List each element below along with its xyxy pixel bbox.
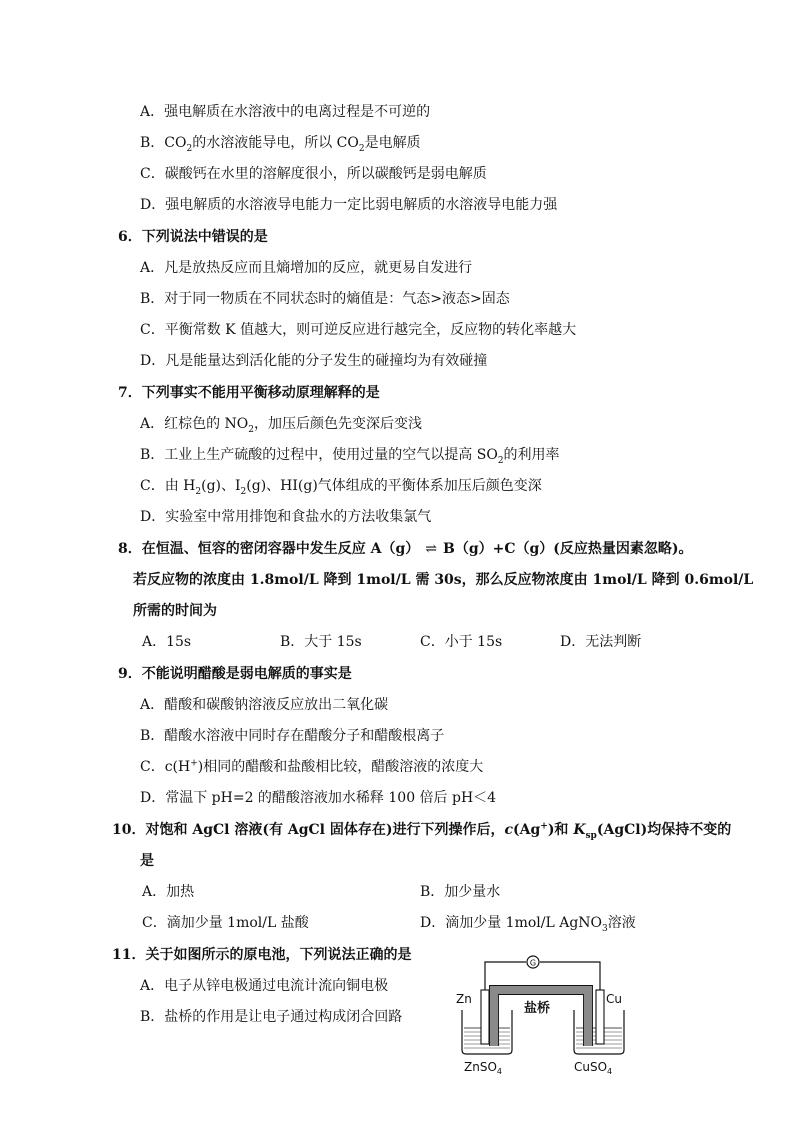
q6-option-b: B．对于同一物质在不同状态时的熵值是：气态>液态>固态 xyxy=(140,291,510,307)
q7-a-text2: ，加压后颜色先变深后变浅 xyxy=(254,416,423,432)
q8-option-a: A．15s xyxy=(142,634,192,650)
q8-stem-line2: 若反应物的浓度由 1.8mol/L 降到 1mol/L 需 30s，那么反应物浓度由 1mol/L 降到 0.6mol/L xyxy=(133,572,754,588)
q10-d-text2: 溶液 xyxy=(607,915,636,931)
q7-stem: 7．下列事实不能用平衡移动原理解释的是 xyxy=(118,385,380,401)
q7-c-sub2: 2 xyxy=(240,486,247,497)
q11-stem: 11．关于如图所示的原电池，下列说法正确的是 xyxy=(112,947,412,963)
q8-stem-text2: B（g）+C（g）(反应热量因素忽略)。 xyxy=(443,541,693,557)
q5-b-sub1: 2 xyxy=(186,143,193,154)
equilibrium-arrow-icon: ⇌ xyxy=(425,541,437,557)
q9-c-text2: )相同的醋酸和盐酸相比较，醋酸溶液的浓度大 xyxy=(197,759,484,775)
q5-b-sub2: 2 xyxy=(358,143,365,154)
galvanic-cell-diagram xyxy=(450,950,650,1080)
q5-option-a: A．强电解质在水溶液中的电离过程是不可逆的 xyxy=(140,104,431,120)
zinc-label: Zn xyxy=(456,992,472,1006)
q5-b-text3: 是电解质 xyxy=(364,135,421,151)
q7-option-c xyxy=(140,476,542,496)
q10-option-d xyxy=(420,913,636,933)
q7-c-text2: (g)、I xyxy=(201,478,241,494)
q7-a-sub: 2 xyxy=(248,424,255,435)
copper-label: Cu xyxy=(606,992,622,1006)
q6-option-c: C．平衡常数 K 值越大，则可逆反应进行越完全，反应物的转化率越大 xyxy=(140,322,577,338)
q10-stem-ksub: sp xyxy=(585,830,597,841)
q10-stem xyxy=(112,820,731,840)
q7-b-text2: 的利用率 xyxy=(503,447,560,463)
q10-stem-mid: )和 xyxy=(547,822,574,838)
q11-option-a: A．电子从锌电极通过电流计流向铜电极 xyxy=(140,978,389,994)
q7-option-b xyxy=(140,445,560,465)
q8-stem xyxy=(118,539,693,559)
q10-option-b: B．加少量水 xyxy=(420,884,501,900)
q5-option-d: D．强电解质的水溶液导电能力一定比弱电解质的水溶液导电能力强 xyxy=(140,197,558,213)
q8-option-c: C．小于 15s xyxy=(420,634,503,650)
q8-stem-text1: 8．在恒温、恒容的密闭容器中发生反应 A（g） xyxy=(118,541,420,557)
cuso4-label xyxy=(574,1060,612,1076)
znso4-sub: 4 xyxy=(496,1067,502,1076)
q5-b-text1: B．CO xyxy=(140,135,187,151)
q11-option-b: B．盐桥的作用是让电子通过构成闭合回路 xyxy=(140,1009,403,1025)
q9-option-a: A．醋酸和碳酸钠溶液反应放出二氧化碳 xyxy=(140,697,389,713)
q10-stem-text1: 10．对饱和 AgCl 溶液(有 AgCl 固体存在)进行下列操作后， xyxy=(112,822,505,838)
q8-option-b: B．大于 15s xyxy=(280,634,362,650)
q7-c-sub1: 2 xyxy=(195,486,202,497)
q9-option-c xyxy=(140,757,483,777)
q7-option-d: D．实验室中常用排饱和食盐水的方法收集氯气 xyxy=(140,509,432,525)
q9-c-sup: + xyxy=(190,758,198,769)
q10-option-c: C．滴加少量 1mol/L 盐酸 xyxy=(142,915,309,931)
copper-electrode xyxy=(596,990,604,1044)
q10-stem-ag: (Ag xyxy=(512,822,541,838)
galvanometer-label: G xyxy=(529,958,537,968)
q9-option-d: D．常温下 pH=2 的醋酸溶液加水稀释 100 倍后 pH＜4 xyxy=(140,790,497,806)
q10-stem-c: c xyxy=(504,822,513,838)
q10-d-sub: 3 xyxy=(602,923,608,934)
q5-option-b xyxy=(140,133,421,153)
q9-c-text1: C．c(H xyxy=(140,759,191,775)
q10-stem-text2: (AgCl)均保持不变的 xyxy=(596,822,732,838)
znso4-label xyxy=(464,1060,502,1076)
q5-option-c: C．碳酸钙在水里的溶解度很小，所以碳酸钙是弱电解质 xyxy=(140,166,487,182)
q5-b-text2: 的水溶液能导电，所以 CO xyxy=(192,135,359,151)
q8-stem-line3: 所需的时间为 xyxy=(133,603,217,619)
q10-stem-sup: + xyxy=(540,821,548,832)
q7-option-a xyxy=(140,414,422,434)
q6-option-d: D．凡是能量达到活化能的分子发生的碰撞均为有效碰撞 xyxy=(140,353,488,369)
q7-c-text3: (g)、HI(g)气体组成的平衡体系加压后颜色变深 xyxy=(246,478,542,494)
q10-stem-k: K xyxy=(573,822,586,838)
salt-bridge-label: 盐桥 xyxy=(524,1001,551,1016)
q7-a-text1: A．红棕色的 NO xyxy=(140,416,249,432)
znso4-text: ZnSO xyxy=(464,1060,497,1074)
q8-option-d: D．无法判断 xyxy=(560,634,642,650)
cuso4-text: CuSO xyxy=(574,1060,608,1074)
q6-option-a: A．凡是放热反应而且熵增加的反应，就更易自发进行 xyxy=(140,260,473,276)
q6-stem: 6．下列说法中错误的是 xyxy=(118,229,268,245)
q9-option-b: B．醋酸水溶液中同时存在醋酸分子和醋酸根离子 xyxy=(140,728,445,744)
q10-d-text1: D．滴加少量 1mol/L AgNO xyxy=(420,915,603,931)
zinc-electrode xyxy=(481,990,489,1044)
q9-stem: 9．不能说明醋酸是弱电解质的事实是 xyxy=(118,666,352,682)
cuso4-sub: 4 xyxy=(607,1067,613,1076)
q7-b-text1: B．工业上生产硫酸的过程中，使用过量的空气以提高 SO xyxy=(140,447,498,463)
q7-c-text1: C．由 H xyxy=(140,478,196,494)
q7-b-sub: 2 xyxy=(497,455,504,466)
q10-stem-line2: 是 xyxy=(140,853,154,869)
q10-option-a: A．加热 xyxy=(142,884,195,900)
